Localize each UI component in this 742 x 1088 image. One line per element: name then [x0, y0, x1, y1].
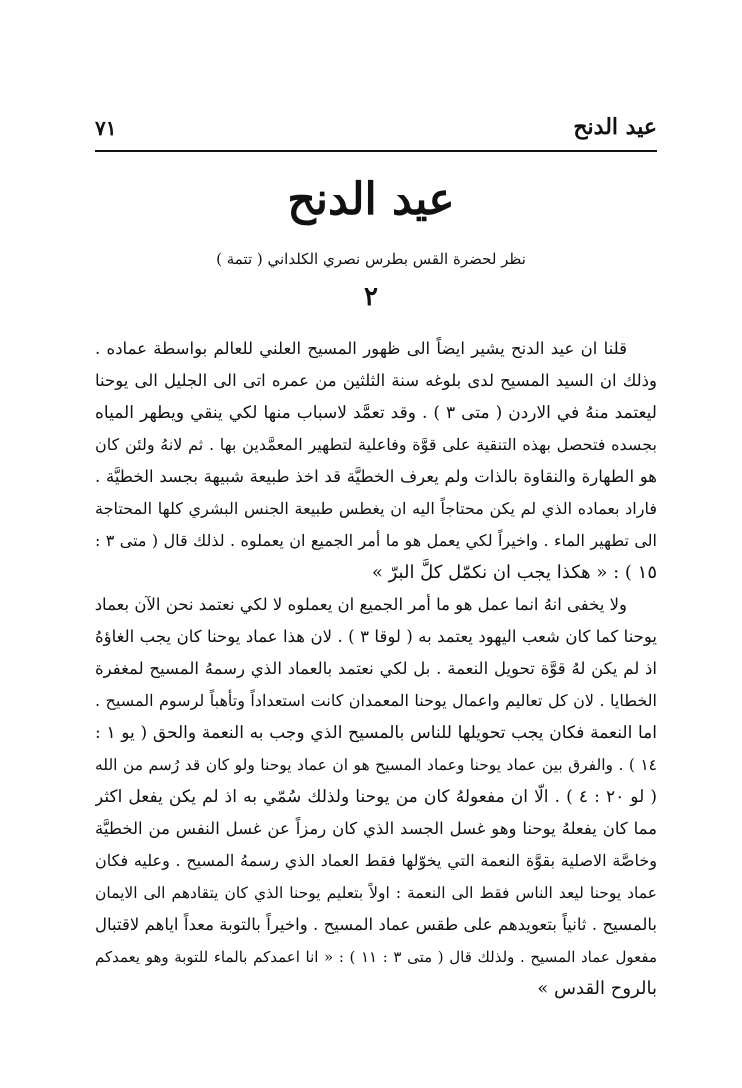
- text-line: بالمسيح . ثانياً بتعويدهم على طقس عماد المسيح . واخيراً بالتوبة معداً اياهم لاقتبال: [95, 915, 657, 934]
- article-title: عيد الدنح: [287, 174, 455, 225]
- text-line: يوحنا كما كان شعب اليهود يعتمد به ( لوقا ٣ ) . لان هذا عماد يوحنا كان يجب الغاؤهُ: [95, 627, 657, 646]
- text-line: ( لو ٢٠ : ٤ ) . الّا ان مفعولهُ كان من يوحنا ولذلك سُمّي به اذ لم يكن يفعل اكثر: [95, 787, 657, 807]
- text-line: وخاصَّة الاصلية بقوَّة النعمة التي يخوّلها فقط العماد الذي رسمهُ المسيح . وعليه فكان: [95, 851, 657, 870]
- article-byline: نظر لحضرة القس بطرس نصري الكلداني ( تتمة ): [216, 250, 526, 268]
- text-line: بجسده فتحصل بهذه التنقية على قوَّة وفاعلية لتطهير المعمَّدين بها . ثم لانهُ ولئن كان: [95, 435, 657, 454]
- text-line: مما كان يفعلهُ يوحنا وهو غسل الجسد الذي كان رمزاً عن غسل النفس من الخطيَّة: [95, 819, 657, 838]
- part-number: ٢: [364, 282, 378, 312]
- text-line: بالروح القدس »: [537, 978, 657, 999]
- header-rule: [95, 150, 657, 152]
- text-line: فاراد بعماده الذي لم يكن محتاجاً اليه ان يغطس طبيعة الجنس البشري كلها المحتاجة: [95, 499, 657, 518]
- text-line: عماد يوحنا ليعد الناس فقط الى النعمة : اولاً بتعليم يوحنا الذي كان يتقادهم الى الايمان: [95, 884, 657, 902]
- text-line: اذ لم يكن لهُ قوَّة تحويل النعمة . بل لكي نعتمد بالعماد الذي رسمهُ المسيح لمغفرة: [95, 659, 657, 678]
- text-line: مفعول عماد المسيح . ولذلك قال ( متى ٣ : ١١ ) : « انا اعمدكم بالماء للتوبة وهو يعمدكم: [95, 948, 657, 966]
- running-header: [95, 112, 657, 152]
- text-line: هو الطهارة والنقاوة بالذات ولم يعرف الخطيَّة قد اخذ طبيعة شبيهة بجسد الخطيَّة .: [95, 467, 657, 486]
- text-line: قلنا ان عيد الدنح يشير ايضاً الى ظهور المسيح العلني للعالم بواسطة عماده .: [95, 339, 627, 358]
- text-line: ١٤ ) . والفرق بين عماد يوحنا وعماد المسيح هو ان عماد يوحنا ولو كان قد رُسم من الله: [95, 756, 657, 774]
- text-line: الخطايا . لان كل تعاليم واعمال يوحنا المعمدان كانت استعداداً وتأهباً لرسوم المسيح .: [95, 691, 657, 710]
- text-line: وذلك ان السيد المسيح لدى بلوغه سنة الثلثين من عمره اتى الى الجليل الى يوحنا: [95, 371, 657, 390]
- text-line: ولا يخفى انهُ انما عمل هو ما أمر الجميع ان يعملوه لا لكي نعتمد نحن الآن بعماد: [95, 595, 627, 614]
- page-number: ٧١: [95, 116, 117, 140]
- running-title: عيد الدنح: [573, 114, 657, 140]
- text-line: الى تطهير الماء . واخيراً لكي يعمل هو ما أمر الجميع ان يعملوه . لذلك قال ( متى ٣ :: [95, 531, 657, 550]
- article-body: [95, 333, 657, 1005]
- text-line: ١٥ ) : « هكذا يجب ان نكمّل كلَّ البرّ »: [371, 562, 657, 583]
- text-line: اما النعمة فكان يجب تحويلها للناس بالمسيح الذي وجب به النعمة والحق ( يو ١ :: [95, 723, 657, 743]
- text-line: ليعتمد منهُ في الاردن ( متى ٣ ) . وقد تعمَّد لاسباب منها لكي ينقي ويطهر المياه: [95, 403, 657, 423]
